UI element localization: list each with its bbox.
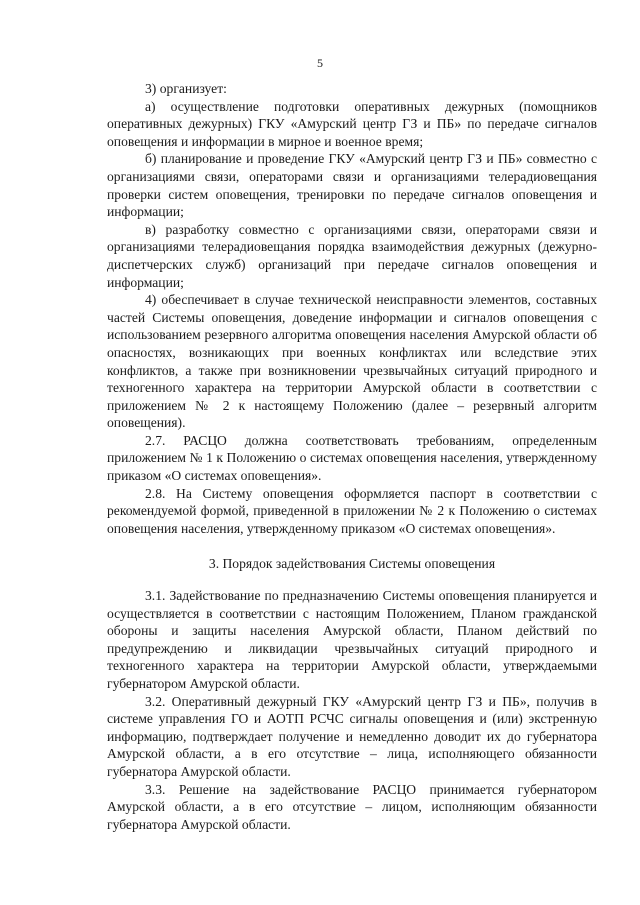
document-body — [107, 80, 597, 833]
paragraph-organizes: 3) организует: — [145, 81, 227, 96]
paragraph-2-8: 2.8. На Систему оповещения оформляется паспорт в соответствии с рекомендуемой формой, приведенной в приложении № 2 к Положению о системах оповещения населения, утвержденному приказом «О системах оповещения». — [107, 485, 597, 536]
paragraph-3-2: 3.2. Оперативный дежурный ГКУ «Амурский центр ГЗ и ПБ», получив в системе управления ГО и АОТП РСЧС сигналы оповещения и (или) экстренную информацию, подтверждает получение и немедленно доводит их до губернатора Амурской области, а в его отсутствие – лица, исполняющего обязанности губернатора Амурской области. — [107, 693, 597, 779]
page-number: 5 — [317, 56, 323, 70]
paragraph-3-3: 3.3. Решение на задействование РАСЦО принимается губернатором Амурской области, а в его отсутствие – лицом, исполняющим обязанности губернатора Амурской области. — [107, 781, 597, 832]
section-3-heading: 3. Порядок задействования Системы оповещения — [208, 556, 496, 572]
paragraph-2-7: 2.7. РАСЦО должна соответствовать требованиям, определенным приложением № 1 к Положению о системах оповещения населения, утвержденному приказом «О системах оповещения». — [107, 432, 597, 484]
paragraph-item-4: 4) обеспечивает в случае технической неисправности элементов, составных частей Системы оповещения, доведение информации и сигналов оповещения с использованием резервного алгоритма оповещения населения Амурской области об опасностях, возникающих при военных конфликтах или вследствие этих конфликтов, а также при возникновении чрезвычайных ситуаций природного и техногенного характера на территории Амурской области в соответствии с приложением № 2 к настоящему Положению (далее – резервный алгоритм оповещения). — [107, 292, 597, 431]
paragraph-item-b: б) планирование и проведение ГКУ «Амурский центр ГЗ и ПБ» совместно с организациями связи, операторами связи и организациями телерадиовещания проверки систем оповещения, тренировки по передаче сигналов оповещения и информации; — [107, 151, 597, 220]
paragraph-3-1: 3.1. Задействование по предназначению Системы оповещения планируется и осуществляется в соответствии с настоящим Положением, Планом гражданской обороны и защиты населения Амурской области, Планом действий по предупреждению и ликвидации чрезвычайных ситуаций природного и техногенного характера на территории Амурской области, утверждаемыми губернатором Амурской области. — [107, 588, 597, 691]
paragraph-item-a: а) осуществление подготовки оперативных дежурных (помощников оперативных дежурных) ГКУ «Амурский центр ГЗ и ПБ» по передаче сигналов оповещения и информации в мирное и военное время; — [107, 98, 597, 149]
paragraph-item-v: в) разработку совместно с организациями связи, операторами связи и организациями телерадиовещания порядка взаимодействия дежурных (дежурно-диспетчерских служб) организаций при передаче сигналов оповещения и информации; — [107, 221, 597, 290]
